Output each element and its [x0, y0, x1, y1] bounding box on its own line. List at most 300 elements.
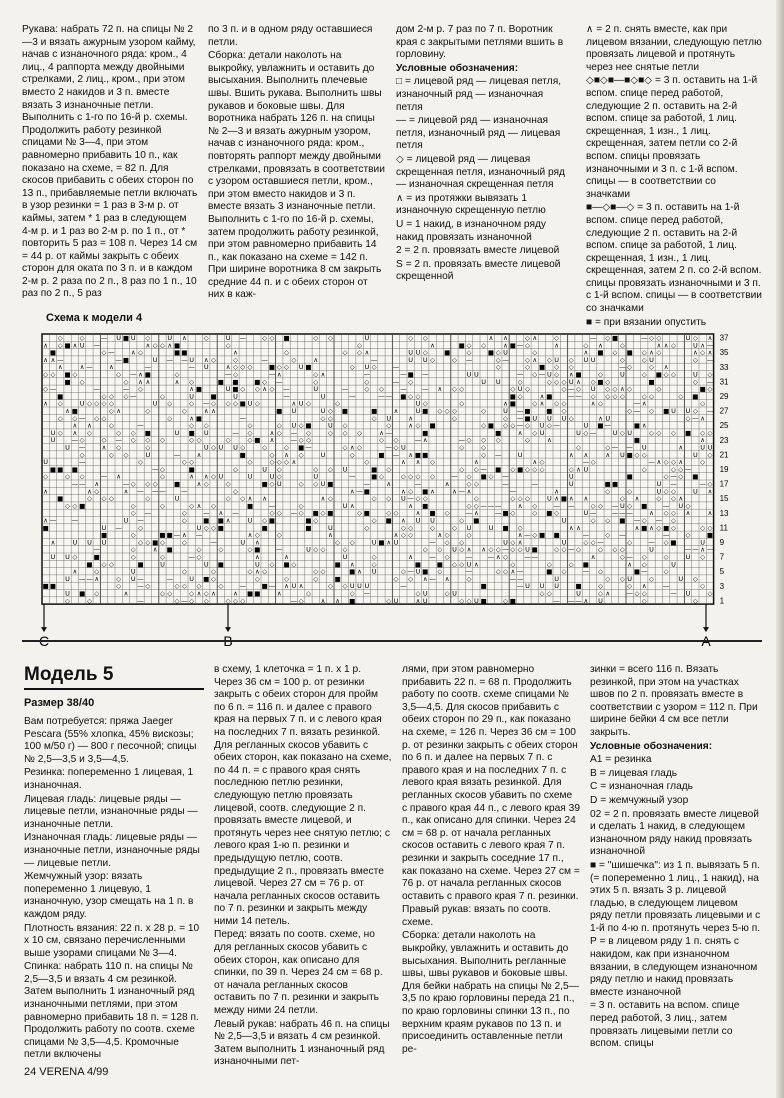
stitch-symbol: ∧	[415, 596, 421, 605]
stitch-symbol: —	[684, 545, 692, 554]
stitch-symbol: ◇	[218, 545, 224, 554]
stitch-symbol: ■	[648, 377, 655, 386]
stitch-symbol: ◇	[211, 523, 217, 532]
stitch-symbol: U	[320, 450, 326, 459]
stitch-symbol: ◇	[123, 392, 129, 401]
stitch-symbol: ◇	[444, 531, 450, 540]
marker-label: C	[38, 633, 50, 650]
stitch-symbol: —	[509, 487, 517, 496]
stitch-symbol: ◇	[386, 465, 392, 474]
stitch-symbol: —	[407, 567, 414, 576]
stitch-symbol: ■	[692, 472, 699, 481]
stitch-symbol: ◇	[313, 334, 319, 342]
stitch-symbol: ■	[422, 567, 429, 576]
stitch-symbol: —	[86, 574, 93, 583]
stitch-symbol: ◇	[408, 487, 414, 496]
stitch-symbol: ◇	[605, 487, 611, 496]
stitch-symbol: —	[71, 516, 79, 525]
stitch-symbol: ■	[71, 407, 78, 415]
stitch-symbol: ∧	[692, 348, 698, 357]
stitch-symbol: ■	[495, 428, 502, 437]
stitch-symbol: ◇	[707, 385, 713, 394]
stitch-symbol: —	[130, 370, 137, 379]
stitch-symbol: U	[554, 582, 560, 591]
stitch-symbol: ◇	[269, 480, 275, 488]
stitch-symbol: ◇	[276, 428, 282, 437]
stitch-symbol: —	[151, 465, 159, 474]
stitch-symbol: U	[452, 589, 457, 598]
stitch-symbol: ◇	[451, 355, 457, 364]
stitch-symbol: —	[465, 509, 473, 518]
row-number: 3	[719, 581, 725, 591]
stitch-symbol: U	[561, 538, 567, 547]
stitch-symbol: ◇	[692, 574, 698, 583]
stitch-symbol: U	[678, 574, 684, 583]
stitch-symbol: ■	[254, 545, 261, 554]
stitch-symbol: ■	[626, 472, 633, 481]
stitch-symbol: ∧	[276, 589, 282, 598]
stitch-symbol: —	[349, 472, 356, 481]
stitch-symbol: —	[363, 589, 371, 598]
stitch-symbol: ◇	[371, 560, 377, 569]
stitch-symbol: ∧	[583, 450, 589, 459]
stitch-symbol: ■	[553, 531, 560, 540]
stitch-symbol: —	[429, 538, 436, 547]
stitch-symbol: U	[685, 553, 691, 561]
stitch-symbol: U	[466, 370, 472, 379]
stitch-symbol: ◇	[466, 531, 472, 540]
stitch-symbol: —	[290, 436, 298, 445]
stitch-symbol: —	[516, 574, 524, 583]
stitch-symbol: ◇	[159, 553, 165, 561]
stitch-symbol: ◇	[291, 560, 297, 569]
stitch-symbol: ◇	[619, 428, 625, 437]
stitch-symbol: U	[532, 414, 538, 423]
stitch-symbol: ∧	[634, 494, 640, 503]
stitch-symbol: ◇	[138, 523, 144, 532]
stitch-symbol: ◇	[108, 392, 114, 401]
stitch-symbol: ■	[122, 334, 130, 342]
stitch-symbol: U	[561, 414, 567, 423]
stitch-symbol: ◇	[116, 582, 122, 591]
stitch-symbol: ∧	[641, 582, 647, 591]
stitch-symbol: ◇	[349, 589, 355, 598]
m5-col3-p: Правый рукав: вязать по соотв. схеме.	[402, 904, 551, 928]
stitch-symbol: U	[671, 560, 676, 569]
stitch-symbol: ◇	[546, 589, 552, 598]
stitch-symbol: ∧	[386, 480, 392, 488]
stitch-symbol: —	[385, 443, 392, 452]
stitch-symbol: ◇	[430, 458, 436, 467]
stitch-symbol: ∧	[225, 363, 231, 372]
stitch-symbol: —	[93, 341, 100, 350]
stitch-symbol: ◇	[561, 567, 567, 576]
stitch-symbol: ■	[349, 567, 356, 576]
stitch-symbol: ◇	[240, 443, 246, 452]
stitch-symbol: ∧	[568, 523, 574, 532]
stitch-symbol: ◇	[627, 407, 633, 415]
stitch-symbol: ■	[268, 516, 276, 525]
stitch-symbol: —	[239, 334, 246, 342]
stitch-symbol: ∧	[408, 553, 414, 561]
stitch-symbol: ∧	[605, 450, 611, 459]
stitch-symbol: ◇	[670, 341, 676, 350]
legend-line: B = лицевая гладь	[590, 767, 678, 779]
stitch-symbol: ◇	[305, 399, 311, 408]
stitch-symbol: ◇	[50, 370, 56, 379]
stitch-symbol: ◇	[211, 443, 217, 452]
stitch-symbol: —	[524, 531, 531, 540]
stitch-symbol: ■	[538, 363, 546, 372]
row-number: 31	[719, 377, 729, 387]
stitch-symbol: ◇	[284, 574, 290, 583]
stitch-symbol: U	[247, 472, 253, 481]
stitch-symbol: —	[78, 443, 86, 452]
stitch-symbol: ∧	[291, 458, 297, 467]
stitch-symbol: —	[568, 501, 575, 510]
stitch-symbol: —	[173, 531, 181, 540]
stitch-symbol: ∧	[408, 421, 414, 430]
stitch-symbol: ◇	[371, 363, 377, 372]
stitch-symbol: ◇	[415, 421, 421, 430]
title-rule	[24, 688, 204, 690]
stitch-symbol: —	[181, 596, 188, 605]
stitch-symbol: U	[656, 480, 662, 488]
stitch-symbol: U	[65, 589, 70, 598]
stitch-symbol: U	[320, 480, 326, 488]
stitch-symbol: —	[385, 428, 392, 437]
stitch-symbol: ◇	[327, 428, 333, 437]
stitch-symbol: ◇	[284, 458, 290, 467]
stitch-symbol: ◇	[430, 472, 436, 481]
stitch-symbol: —	[589, 334, 597, 342]
stitch-symbol: ◇	[451, 414, 457, 423]
stitch-symbol: ◇	[159, 392, 165, 401]
stitch-symbol: ■	[64, 341, 71, 350]
stitch-symbol: ◇	[357, 348, 363, 357]
stitch-symbol: ◇	[138, 385, 144, 394]
stitch-symbol: ◇	[524, 355, 530, 364]
stitch-symbol: U	[364, 363, 370, 372]
stitch-symbol: —	[495, 501, 502, 510]
stitch-symbol: —	[516, 341, 524, 350]
stitch-symbol: U	[568, 480, 574, 488]
stitch-symbol: —	[706, 355, 714, 364]
stitch-symbol: ◇	[707, 589, 713, 598]
stitch-symbol: ■	[57, 494, 64, 503]
stitch-symbol: ∧	[583, 348, 589, 357]
legend-line: ∧ = 2 п. снять вместе, как при лицевом вязании, следующую петлю провязать лицевой и протянуть через нее снятые петли	[586, 24, 762, 73]
stitch-symbol: ◇	[517, 494, 523, 503]
stitch-symbol: ◇	[561, 377, 567, 386]
top-column-1	[22, 24, 198, 300]
stitch-symbol: ◇	[597, 501, 603, 510]
model-size: Размер 38/40	[24, 697, 95, 709]
stitch-symbol: ◇	[466, 472, 472, 481]
stitch-symbol: —	[137, 574, 144, 583]
stitch-symbol: ◇	[335, 399, 341, 408]
stitch-symbol: ◇	[583, 538, 589, 547]
stitch-symbol: U	[415, 399, 421, 408]
stitch-symbol: —	[568, 385, 575, 394]
stitch-symbol: U	[678, 501, 684, 510]
stitch-symbol: U	[247, 399, 253, 408]
stitch-symbol: ■	[641, 501, 648, 510]
stitch-symbol: —	[137, 421, 144, 430]
stitch-symbol: ■	[611, 480, 619, 488]
stitch-symbol: —	[692, 545, 699, 554]
row-number: 37	[719, 333, 729, 343]
stitch-symbol: ◇	[327, 334, 333, 342]
stitch-symbol: ◇	[327, 465, 333, 474]
stitch-symbol: —	[137, 596, 144, 605]
stitch-symbol: ◇	[619, 553, 625, 561]
stitch-symbol: ◇	[79, 334, 85, 342]
stitch-symbol: ■	[254, 436, 261, 445]
stitch-symbol: ◇	[342, 428, 348, 437]
stitch-symbol: U	[488, 523, 494, 532]
stitch-symbol: —	[407, 494, 414, 503]
stitch-symbol: U	[415, 567, 421, 576]
stitch-symbol: ◇	[181, 509, 187, 518]
stitch-symbol: ∧	[649, 348, 654, 357]
stitch-symbol: U	[342, 501, 348, 510]
stitch-symbol: U	[123, 516, 129, 525]
stitch-symbol: ■	[217, 560, 224, 569]
stitch-symbol: ◇	[291, 355, 297, 364]
stitch-symbol: ◇	[517, 523, 523, 532]
stitch-symbol: ■	[79, 589, 86, 598]
stitch-symbol: ■	[663, 523, 670, 532]
stitch-symbol: ■	[626, 450, 633, 459]
stitch-symbol: ■	[195, 414, 203, 423]
stitch-symbol: ◇	[145, 436, 151, 445]
stitch-symbol: U	[225, 334, 231, 342]
stitch-symbol: U	[539, 421, 545, 430]
stitch-symbol: ∧	[189, 385, 195, 394]
stitch-symbol: U	[700, 443, 706, 452]
stitch-symbol: ◇	[57, 334, 63, 342]
stitch-symbol: ∧	[707, 348, 713, 357]
stitch-symbol: ■	[261, 523, 268, 532]
stitch-symbol: ◇	[342, 545, 348, 554]
stitch-symbol: ◇	[408, 531, 414, 540]
stitch-symbol: ■	[312, 509, 319, 518]
stitch-symbol: ∧	[415, 509, 421, 518]
stitch-symbol: ◇	[167, 399, 173, 408]
stitch-symbol: ◇	[605, 574, 611, 583]
stitch-symbol: U	[364, 582, 370, 591]
stitch-symbol: ◇	[459, 545, 465, 554]
stitch-symbol: ■	[334, 560, 341, 569]
row-number: 35	[719, 348, 729, 358]
stitch-symbol: —	[363, 480, 371, 488]
stitch-symbol: ◇	[116, 443, 122, 452]
stitch-symbol: ◇	[663, 370, 669, 379]
row-number: 7	[719, 552, 725, 562]
stitch-symbol: ◇	[656, 385, 662, 394]
stitch-symbol: —	[181, 487, 188, 496]
stitch-symbol: —	[582, 458, 590, 467]
stitch-symbol: ■	[699, 385, 706, 394]
stitch-symbol: —	[589, 428, 597, 437]
stitch-symbol: —	[166, 355, 173, 364]
stitch-symbol: ■	[436, 560, 443, 569]
stitch-symbol: ◇	[649, 428, 655, 437]
stitch-symbol: ◇	[663, 509, 669, 518]
stitch-symbol: ◇	[444, 589, 450, 598]
stitch-symbol: ◇	[269, 560, 275, 569]
stitch-symbol: ◇	[430, 523, 436, 532]
stitch-symbol: U	[152, 355, 158, 364]
stitch-symbol: ■	[341, 407, 349, 415]
stitch-symbol: ∧	[72, 428, 78, 437]
stitch-symbol: ◇	[101, 348, 107, 357]
stitch-symbol: ■	[246, 501, 254, 510]
stitch-symbol: ■	[217, 523, 224, 532]
stitch-symbol: ◇	[218, 582, 224, 591]
row-number: 21	[719, 450, 729, 460]
stitch-symbol: ■	[122, 355, 130, 364]
stitch-symbol: ◇	[211, 567, 217, 576]
stitch-symbol: ◇	[276, 531, 282, 540]
stitch-symbol: ◇	[123, 377, 129, 386]
stitch-symbol: —	[203, 509, 210, 518]
stitch-symbol: ◇	[481, 436, 487, 445]
stitch-symbol: —	[429, 574, 436, 583]
stitch-symbol: ■	[305, 523, 312, 532]
stitch-symbol: U	[576, 589, 581, 598]
stitch-symbol: ◇	[386, 421, 392, 430]
stitch-symbol: U	[189, 392, 195, 401]
stitch-symbol: —	[239, 582, 246, 591]
stitch-symbol: ◇	[619, 545, 625, 554]
stitch-symbol: ◇	[298, 480, 304, 488]
stitch-symbol: —	[49, 385, 57, 394]
stitch-symbol: ◇	[400, 531, 406, 540]
stitch-symbol: —	[706, 341, 714, 350]
stitch-symbol: ∧	[87, 487, 92, 496]
stitch-symbol: ◇	[700, 523, 706, 532]
stitch-symbol: ◇	[145, 407, 151, 415]
stitch-symbol: ■	[173, 341, 181, 350]
stitch-symbol: —	[349, 392, 356, 401]
stitch-symbol: U	[240, 538, 246, 547]
stitch-symbol: —	[502, 545, 509, 554]
stitch-symbol: ■	[407, 370, 414, 379]
stitch-symbol: ■	[173, 480, 181, 488]
stitch-symbol: ◇	[568, 355, 574, 364]
stitch-symbol: ◇	[670, 465, 676, 474]
stitch-symbol: ◇	[451, 560, 457, 569]
stitch-symbol: U	[619, 501, 625, 510]
stitch-symbol: —	[130, 392, 137, 401]
stitch-symbol: ◇	[692, 407, 698, 415]
stitch-symbol: ■	[195, 385, 203, 394]
stitch-symbol: —	[589, 509, 597, 518]
stitch-symbol: —	[502, 472, 509, 481]
stitch-symbol: ◇	[408, 523, 414, 532]
stitch-symbol: ∧	[576, 523, 581, 532]
stitch-symbol: ∧	[94, 574, 100, 583]
stitch-symbol: ■	[480, 582, 487, 591]
stitch-symbol: U	[466, 560, 472, 569]
stitch-symbol: ∧	[481, 545, 487, 554]
legend-line: 02 = 2 п. провязать вместе лицевой и сделать 1 накид, в следующем изнаночном ряду накид провязать изнаночной	[590, 808, 759, 858]
m5-col2-p: Левый рукав: набрать 46 п. на спицы № 2,5—3,5 и вязать 4 см резинкой. Затем выполнить 1 изнаночный ряд изнаночными пет-	[214, 1018, 390, 1068]
stitch-symbol: U	[430, 516, 435, 525]
stitch-symbol: ∧	[203, 407, 209, 415]
chart-markers	[39, 604, 711, 649]
stitch-symbol: ∧	[517, 501, 523, 510]
stitch-symbol: ◇	[159, 472, 165, 481]
stitch-symbol: ◇	[670, 370, 676, 379]
stitch-symbol: ∧	[517, 428, 523, 437]
stitch-symbol: ◇	[656, 334, 662, 342]
stitch-symbol: U	[503, 407, 508, 415]
stitch-symbol: —	[516, 370, 524, 379]
stitch-symbol: ◇	[43, 385, 49, 394]
stitch-symbol: U	[203, 363, 209, 372]
stitch-symbol: ■	[210, 392, 217, 401]
stitch-symbol: ◇	[189, 589, 195, 598]
stitch-symbol: ■	[57, 465, 64, 474]
stitch-symbol: —	[276, 377, 283, 386]
stitch-symbol: U	[554, 574, 560, 583]
row-number: 33	[719, 362, 729, 372]
stitch-symbol: ◇	[495, 355, 501, 364]
stitch-symbol: U	[65, 553, 70, 561]
stitch-symbol: ∧	[532, 458, 538, 467]
stitch-symbol: ◇	[532, 531, 538, 540]
stitch-symbol: ◇	[130, 509, 136, 518]
stitch-symbol: ◇	[108, 494, 114, 503]
stitch-symbol: U	[415, 516, 421, 525]
stitch-symbol: ■	[546, 509, 553, 518]
stitch-symbol: ◇	[685, 501, 691, 510]
stitch-symbol: —	[641, 567, 648, 576]
stitch-symbol: U	[692, 450, 698, 459]
stitch-symbol: ∧	[50, 538, 56, 547]
stitch-symbol: ■	[575, 582, 582, 591]
stitch-symbol: ◇	[371, 494, 377, 503]
stitch-symbol: U	[466, 523, 472, 532]
stitch-symbol: ◇	[590, 377, 596, 386]
stitch-symbol: ◇	[247, 567, 253, 576]
stitch-symbol: U	[525, 545, 530, 554]
stitch-symbol: ∧	[57, 363, 63, 372]
stitch-symbol: ◇	[437, 567, 443, 576]
stitch-symbol: ■	[276, 407, 283, 415]
stitch-symbol: ◇	[597, 589, 603, 598]
stitch-symbol: ◇	[167, 589, 173, 598]
stitch-symbol: ◇	[357, 428, 363, 437]
stitch-symbol: ◇	[663, 553, 669, 561]
stitch-symbol: ◇	[539, 589, 545, 598]
stitch-symbol: ∧	[700, 436, 706, 445]
stitch-symbol: ■	[327, 480, 334, 488]
stitch-symbol: U	[291, 407, 297, 415]
stitch-symbol: ◇	[101, 436, 107, 445]
stitch-symbol: U	[327, 523, 333, 532]
m5-col1-p: Плотность вязания: 22 п. x 28 р. = 10 x 10 см, связано перечисленными выше узорами спицами № 3—4.	[24, 922, 200, 959]
stitch-symbol: ■	[524, 414, 531, 423]
stitch-symbol: —	[188, 363, 195, 372]
stitch-symbol: ■	[254, 377, 261, 386]
stitch-symbol: —	[495, 509, 502, 518]
stitch-symbol: U	[546, 494, 552, 503]
stitch-symbol: ◇	[108, 560, 114, 569]
